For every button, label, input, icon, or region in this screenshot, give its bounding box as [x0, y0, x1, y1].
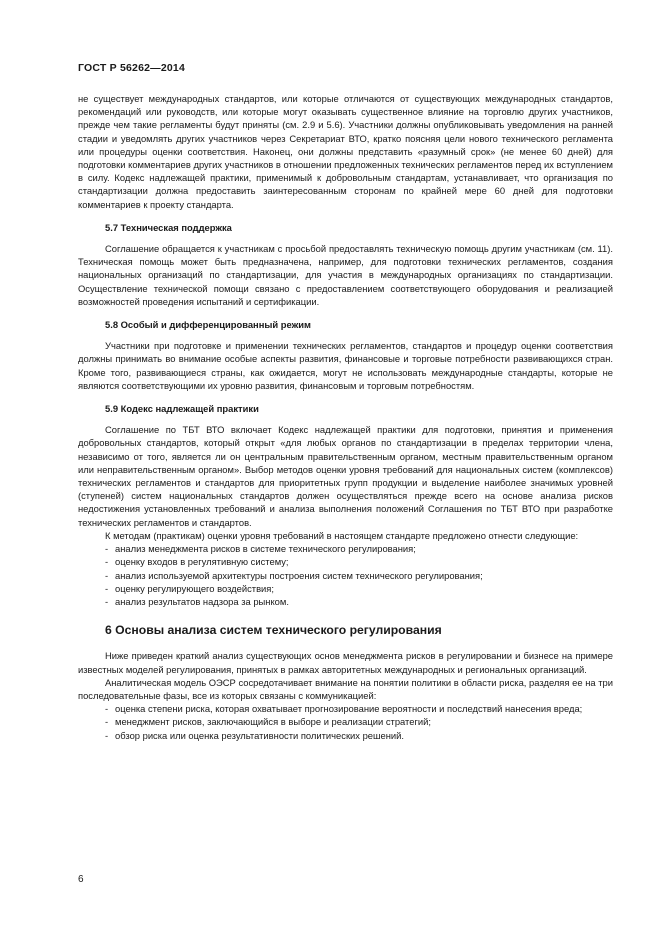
list-item: - оценку входов в регулятивную систему;: [105, 556, 289, 568]
list-item: - оценку регулирующего воздействия;: [105, 582, 274, 594]
list-item: - обзор риска или оценка результативности политических решений.: [105, 729, 405, 741]
list-item: - анализ менеджмента рисков в системе технического регулирования;: [105, 543, 416, 555]
page-number: 6: [78, 874, 84, 885]
section-5-8-paragraph: Участники при подготовке и применении технических регламентов, стандартов и процедур оценки соответствия должны принимать во внимание особые аспекты развития, финансовые и торговые потребности развивающихся стран. Кроме того, развивающиеся страны, как ожидается, могут не использовать международные стандарты, которые не являются соответствующими их уровню развития, финансовым и торговым потребностям.: [78, 340, 613, 391]
list-item: - анализ используемой архитектуры построения систем технического регулирования;: [105, 569, 483, 581]
document-body: [78, 92, 613, 742]
section-5-9-list: [78, 542, 613, 608]
section-5-8-title: 5.8 Особый и дифференцированный режим: [105, 319, 311, 331]
list-item: - анализ результатов надзора за рынком.: [105, 595, 289, 607]
section-5-9-title: 5.9 Кодекс надлежащей практики: [105, 403, 259, 415]
section-5-9-paragraph-1: Соглашение по ТБТ ВТО включает Кодекс надлежащей практики для подготовки, принятия и применения добровольных стандартов, который открыт «для любых органов по стандартизации в пределах территории члена, независимо от того, является ли он центральным правительственным органом, местным правительственным органом или неправительственным органом». Выбор методов оценки уровня требований для национальных систем (комплексов) технических регламентов и стандартов для приоритетных групп продукции и выделение наиболее значимых уровней (ступеней) систем национальных стандартов должен осуществляться прежде всего на основе анализа рисков недостижения установленных требований и анализа выполнения положений Соглашения по ТБТ ВТО при разработке технических регламентов и стандартов.: [78, 424, 613, 528]
list-item: - менеджмент рисков, заключающийся в выборе и реализации стратегий;: [105, 716, 431, 728]
section-5-9-paragraph-2: К методам (практикам) оценки уровня требований в настоящем стандарте предложено отнести следующие:: [105, 529, 579, 541]
section-5-7-title: 5.7 Техническая поддержка: [105, 221, 232, 233]
section-6-paragraph-1: Ниже приведен краткий анализ существующих основ менеджмента рисков в регулировании и бизнесе на примере известных моделей регулирования, принятых в рамках авторитетных международных и региональных организаций.: [78, 650, 613, 675]
section-6-list: [78, 702, 613, 742]
section-5-7-paragraph: Соглашение обращается к участникам с просьбой предоставлять техническую помощь другим участникам (см. 11). Техническая помощь может быть предназначена, например, для подготовки технических регламентов, создания национальных организаций по стандартизации, для участия в международных организациях по стандартизации. Осуществление технической помощи связано с предоставлением соответствующего оборудования и реализацией возможностей проведения испытаний и сертификации.: [78, 243, 613, 307]
intro-paragraph: не существует международных стандартов, или которые отличаются от существующих международных стандартов, рекомендаций или руководств, или которые могут оказывать существенное влияние на торговлю других участников, прежде чем такие регламенты будут приняты (см. 2.9 и 5.6). Участники должны опубликовывать уведомления на ранней стадии и уведомлять других участников через Секретариат ВТО, кратко поясняя цели нового технического регламента или процедуры оценки соответствия. Наконец, они должны представить «разумный срок» (не менее 60 дней) для подготовки комментариев других участников в отношении предложенных технических регламентов перед их вступлением в силу. Кодекс надлежащей практики, применимый к добровольным стандартам, устанавливает, что организация по стандартизации должна предоставить заинтересованным сторонам по крайней мере 60 дней для подготовки комментариев к проекту стандарта.: [78, 93, 613, 210]
section-6-title: 6 Основы анализа систем технического регулирования: [105, 623, 442, 638]
section-6-paragraph-2: Аналитическая модель ОЭСР сосредотачивает внимание на понятии политики в области риска, разделяя ее на три последовательные фазы, все из которых связаны с коммуникацией:: [78, 676, 613, 701]
document-header: ГОСТ Р 56262—2014: [78, 62, 186, 74]
list-item: - оценка степени риска, которая охватывает прогнозирование вероятности и последствий нанесения вреда;: [105, 703, 583, 715]
